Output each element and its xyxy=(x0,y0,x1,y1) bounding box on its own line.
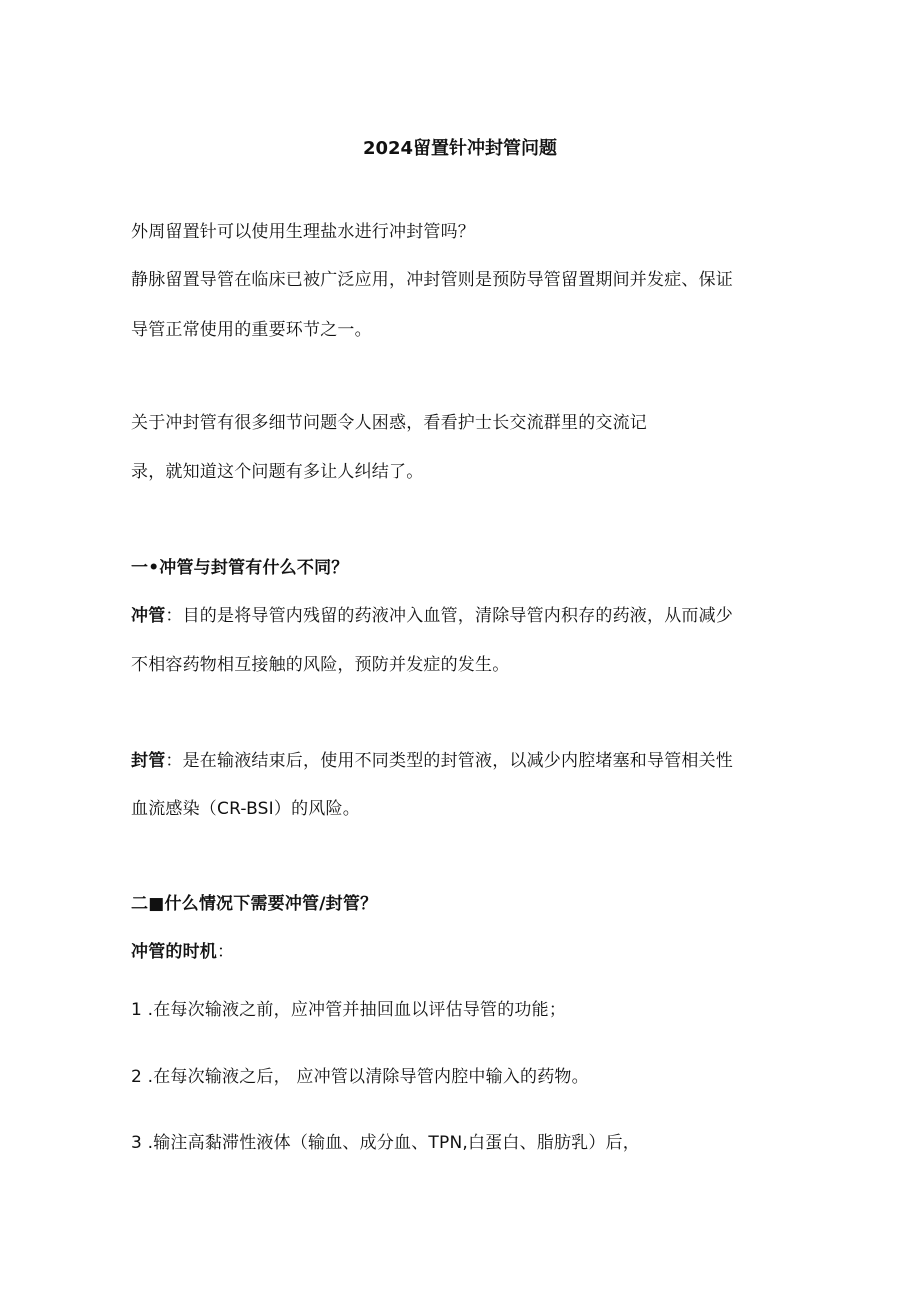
flush-timing-label xyxy=(131,941,234,963)
document-title: 2024留置针冲封管问题 xyxy=(362,138,558,159)
lock-definition-text: ：是在输液结束后，使用不同类型的封管液，以减少内腔堵塞和导管相关性 xyxy=(165,751,734,771)
flush-timing-colon: ： xyxy=(217,942,235,962)
intro-paragraph-1-line-1: 静脉留置导管在临床已被广泛应用，冲封管则是预防导管留置期间并发症、保证 xyxy=(131,270,733,290)
flush-definition-line-1 xyxy=(131,605,733,627)
list-item: 1 .在每次输液之前，应冲管并抽回血以评估导管的功能； xyxy=(131,1000,567,1020)
intro-paragraph-2-line-1: 关于冲封管有很多细节问题令人困惑，看看护士长交流群里的交流记 xyxy=(131,413,647,433)
list-item: 2 .在每次输液之后， 应冲管以清除导管内腔中输入的药物。 xyxy=(131,1067,589,1087)
intro-paragraph-1-line-2: 导管正常使用的重要环节之一。 xyxy=(131,320,372,340)
flush-definition-line-2: 不相容药物相互接触的风险，预防并发症的发生。 xyxy=(131,655,510,675)
lock-definition-line-1 xyxy=(131,750,733,772)
intro-paragraph-2-line-2: 录，就知道这个问题有多让人纠结了。 xyxy=(131,462,424,482)
flush-term: 冲管 xyxy=(131,606,166,626)
intro-question: 外周留置针可以使用生理盐水进行冲封管吗？ xyxy=(131,222,475,242)
flush-definition-text: ：目的是将导管内残留的药液冲入血管，清除导管内积存的药液，从而减少 xyxy=(165,606,734,626)
section-2-heading: 二■什么情况下需要冲管/封管？ xyxy=(131,894,378,914)
lock-definition-line-2: 血流感染（CR-BSI）的风险。 xyxy=(131,799,360,819)
section-1-heading: 一•冲管与封管有什么不同？ xyxy=(131,558,349,578)
list-item: 3 .输注高黏滞性液体（输血、成分血、TPN,白蛋白、脂肪乳）后， xyxy=(131,1133,640,1153)
flush-timing-term: 冲管的时机 xyxy=(131,942,217,962)
lock-term: 封管 xyxy=(131,751,166,771)
